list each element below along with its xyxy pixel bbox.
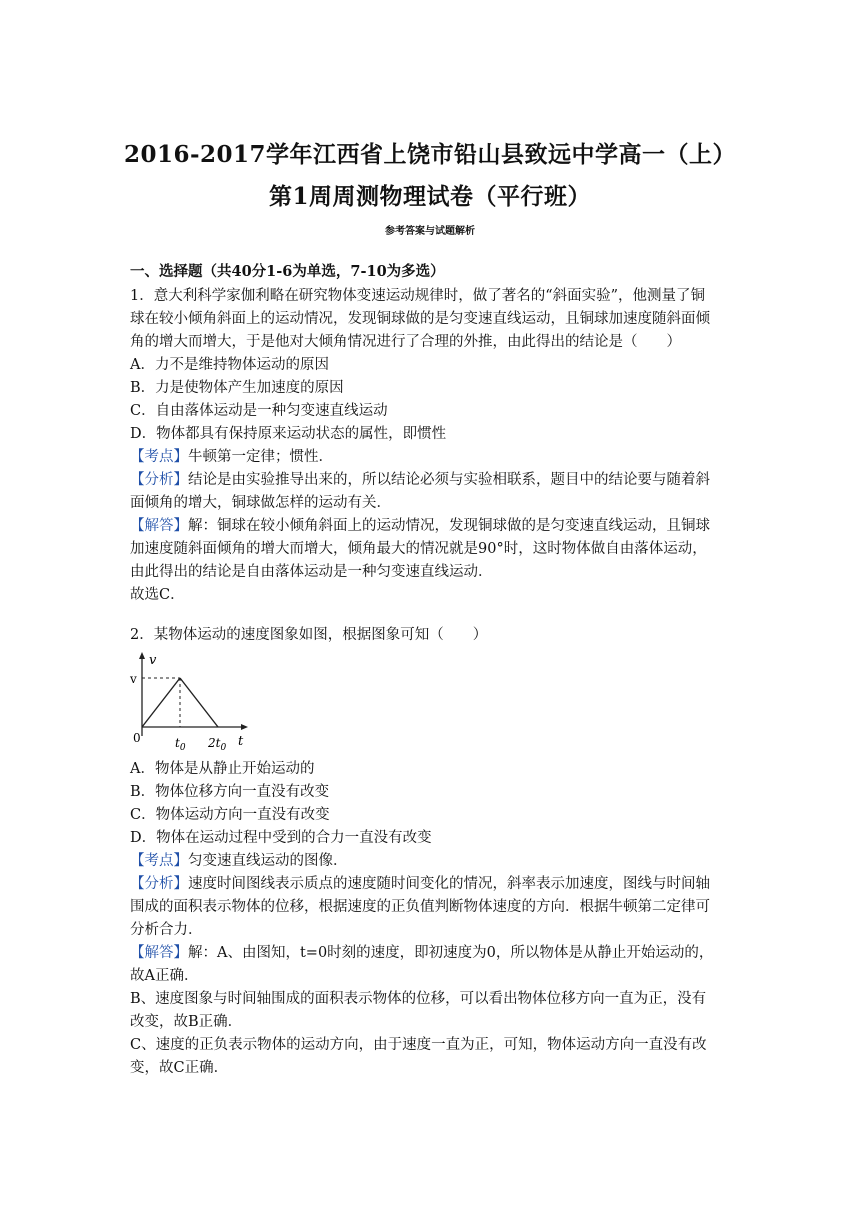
q1-answer: 故选C．	[130, 587, 185, 603]
q1-fenxi	[130, 470, 710, 490]
q2-fenxi-line-2: 围成的面积表示物体的位移，根据速度的正负值判断物体速度的方向．根据牛顿第二定律可	[130, 899, 710, 915]
q1-stem-line-3: 角的增大而增大，于是他对大倾角情况进行了合理的外推，由此得出的结论是（ ）	[130, 334, 681, 350]
q1-kaodian	[130, 447, 333, 467]
v-axis-arrow	[139, 652, 145, 659]
graph-falling-segment	[180, 678, 218, 727]
v-axis-label: v	[149, 653, 157, 668]
q2-fenxi	[130, 874, 710, 894]
q2-jieda-line-3: B、速度图象与时间轴围成的面积表示物体的位移，可以看出物体位移方向一直为正，没有	[130, 991, 707, 1007]
two-t0-label: $2t_0$	[208, 736, 227, 752]
q2-jieda-line-4: 改变，故B正确．	[130, 1014, 243, 1030]
page-title-line-2: 第1周周测物理试卷（平行班）	[268, 183, 591, 210]
q1-fenxi-line-2: 面倾角的增大，铜球做怎样的运动有关．	[130, 495, 391, 511]
q2-option-a: A．物体是从静止开始运动的	[130, 761, 315, 777]
page-subtitle: 参考答案与试题解析	[385, 226, 475, 237]
q1-jieda-line-1: 解：铜球在较小倾角斜面上的运动情况，发现铜球做的是匀变速直线运动，且铜球	[188, 518, 710, 534]
q2-option-b: B．物体位移方向一直没有改变	[130, 784, 330, 800]
graph-rising-segment	[142, 678, 180, 727]
q2-stem: 2．某物体运动的速度图象如图，根据图象可知（ ）	[130, 627, 488, 643]
velocity-time-graph	[128, 648, 252, 752]
q1-stem-line-2: 球在较小倾角斜面上的运动情况，发现铜球做的是匀变速直线运动，且铜球加速度随斜面倾	[130, 311, 710, 327]
v-mark-label: v	[130, 672, 137, 686]
q2-option-d: D．物体在运动过程中受到的合力一直没有改变	[130, 830, 432, 846]
q1-fenxi-tag: 【分析】	[130, 472, 188, 488]
q2-kaodian-text: 匀变速直线运动的图像．	[188, 853, 348, 869]
q2-fenxi-tag: 【分析】	[130, 876, 188, 892]
section-heading: 一、选择题（共40分1-6为单选，7-10为多选）	[130, 263, 445, 280]
q1-fenxi-line-1: 结论是由实验推导出来的，所以结论必须与实验相联系，题目中的结论要与随着斜	[188, 472, 710, 488]
q2-jieda-line-5: C、速度的正负表示物体的运动方向，由于速度一直为正，可知，物体运动方向一直没有改	[130, 1037, 707, 1053]
q1-option-d: D．物体都具有保持原来运动状态的属性，即惯性	[130, 426, 447, 442]
q1-option-b: B．力是使物体产生加速度的原因	[130, 380, 344, 396]
q2-jieda-line-1: 解：A、由图知，t=0时刻的速度，即初速度为0，所以物体是从静止开始运动的，	[188, 945, 714, 961]
q2-fenxi-line-1: 速度时间图线表示质点的速度随时间变化的情况，斜率表示加速度，图线与时间轴	[188, 876, 710, 892]
q1-option-a: A．力不是维持物体运动的原因	[130, 357, 329, 373]
q1-kaodian-tag: 【考点】	[130, 449, 188, 465]
q2-kaodian	[130, 851, 348, 871]
q1-kaodian-text: 牛顿第一定律；惯性．	[188, 449, 333, 465]
q2-jieda-line-2: 故A正确．	[130, 968, 199, 984]
q1-stem-line-1: 1．意大利科学家伽利略在研究物体变速运动规律时，做了著名的“斜面实验”，他测量了铜	[130, 288, 706, 304]
q1-jieda	[130, 516, 710, 536]
t-axis-label: t	[238, 734, 244, 749]
q1-jieda-tag: 【解答】	[130, 518, 188, 534]
q2-jieda	[130, 943, 713, 963]
q2-jieda-tag: 【解答】	[130, 945, 188, 961]
q2-option-c: C．物体运动方向一直没有改变	[130, 807, 330, 823]
q1-option-c: C．自由落体运动是一种匀变速直线运动	[130, 403, 388, 419]
t-axis-arrow	[241, 724, 248, 730]
q2-jieda-line-6: 变，故C正确．	[130, 1060, 229, 1076]
page-title-line-1: 2016-2017学年江西省上饶市铅山县致远中学高一（上）	[123, 141, 737, 168]
q1-jieda-line-3: 由此得出的结论是自由落体运动是一种匀变速直线运动．	[130, 564, 493, 580]
t0-label: $t_0$	[175, 736, 186, 752]
q2-kaodian-tag: 【考点】	[130, 853, 188, 869]
origin-label: 0	[133, 731, 141, 745]
q2-fenxi-line-3: 分析合力．	[130, 922, 203, 938]
q1-jieda-line-2: 加速度随斜面倾角的增大而增大，倾角最大的情况就是90°时，这时物体做自由落体运动，	[130, 541, 707, 557]
